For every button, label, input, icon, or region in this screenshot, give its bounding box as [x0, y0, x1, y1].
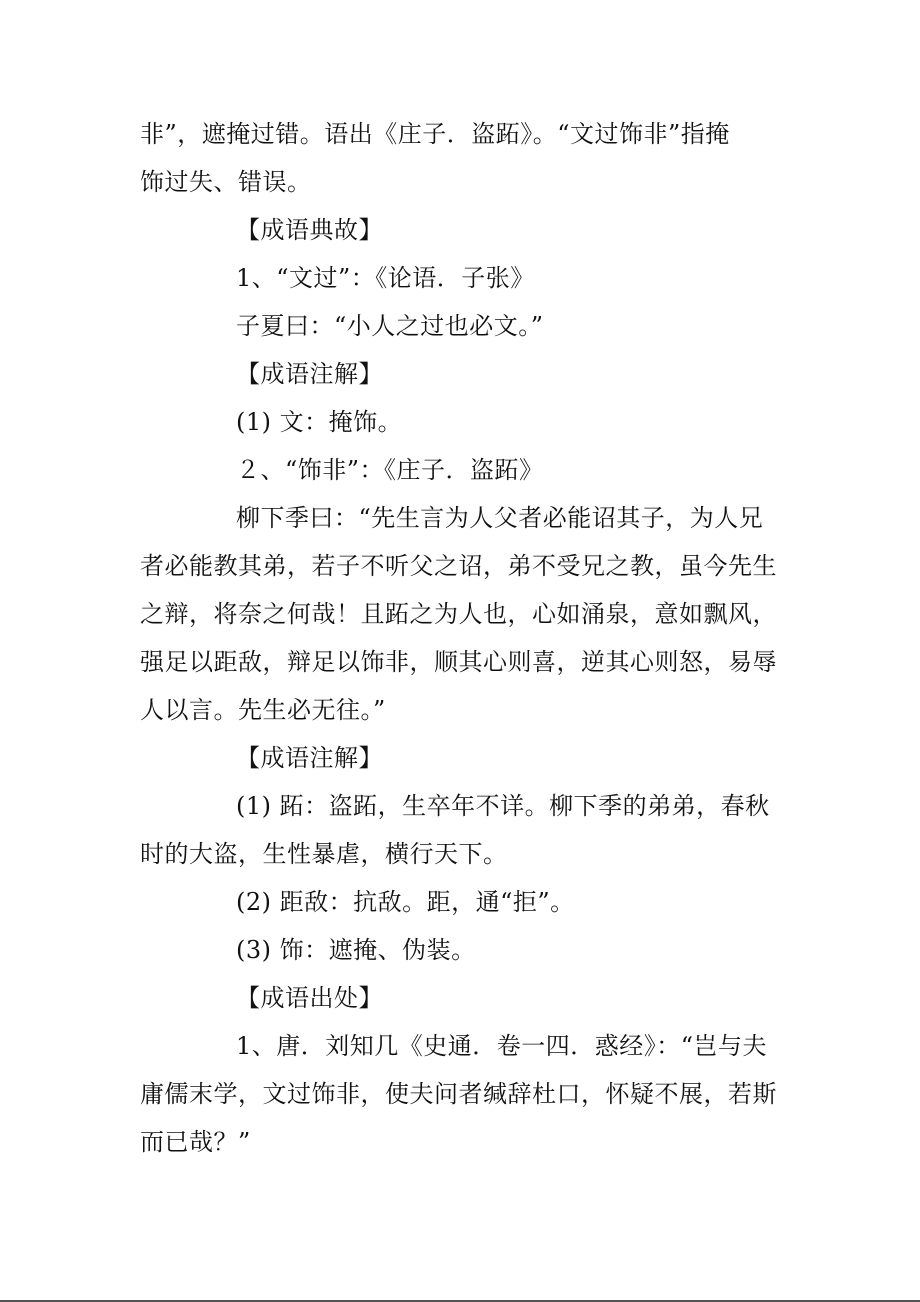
paragraph-line: 1、“文过”：《论语．子张》 — [236, 264, 535, 292]
paragraph-line: 1、唐．刘知几《史通．卷一四．惑经》：“岂与夫 — [236, 1032, 768, 1060]
section-heading: 【成语出处】 — [236, 984, 383, 1012]
paragraph-line: 子夏曰：“小人之过也必文。” — [236, 312, 544, 340]
paragraph-line: 人以言。先生必无往。” — [140, 696, 386, 724]
paragraph-line: 时的大盗，生性暴虐，横行天下。 — [140, 840, 508, 868]
annotation-line: (1) 文：掩饰。 — [236, 408, 403, 436]
paragraph-line: 柳下季曰：“先生言为人父者必能诏其子，为人兄 — [236, 504, 764, 532]
section-heading: 【成语典故】 — [236, 216, 383, 244]
paragraph-line: 而已哉？” — [140, 1128, 251, 1156]
paragraph-line: 者必能教其弟，若子不听父之诏，弟不受兄之教，虽今先生 — [140, 552, 777, 580]
paragraph-line: 强足以距敌，辩足以饰非，顺其心则喜，逆其心则怒，易辱 — [140, 648, 777, 676]
paragraph-line: 非”，遮掩过错。语出《庄子．盗跖》。“文过饰非”指掩 — [140, 120, 730, 148]
paragraph-line: ２、“饰非”：《庄子．盗跖》 — [236, 456, 544, 484]
annotation-line: (3) 饰：遮掩、伪装。 — [236, 936, 476, 964]
document-body — [140, 110, 785, 1166]
annotation-line: (1) 跖：盗跖，生卒年不详。柳下季的弟弟，春秋 — [236, 792, 770, 820]
section-heading: 【成语注解】 — [236, 744, 383, 772]
annotation-line: (2) 距敌：抗敌。距，通“拒”。 — [236, 888, 575, 916]
paragraph-line: 饰过失、错误。 — [140, 168, 312, 196]
section-heading: 【成语注解】 — [236, 360, 383, 388]
paragraph-line: 庸儒末学，文过饰非，使夫问者缄辞杜口，怀疑不展，若斯 — [140, 1080, 777, 1108]
paragraph-line: 之辩，将奈之何哉！且跖之为人也，心如涌泉，意如飘风， — [140, 600, 777, 628]
